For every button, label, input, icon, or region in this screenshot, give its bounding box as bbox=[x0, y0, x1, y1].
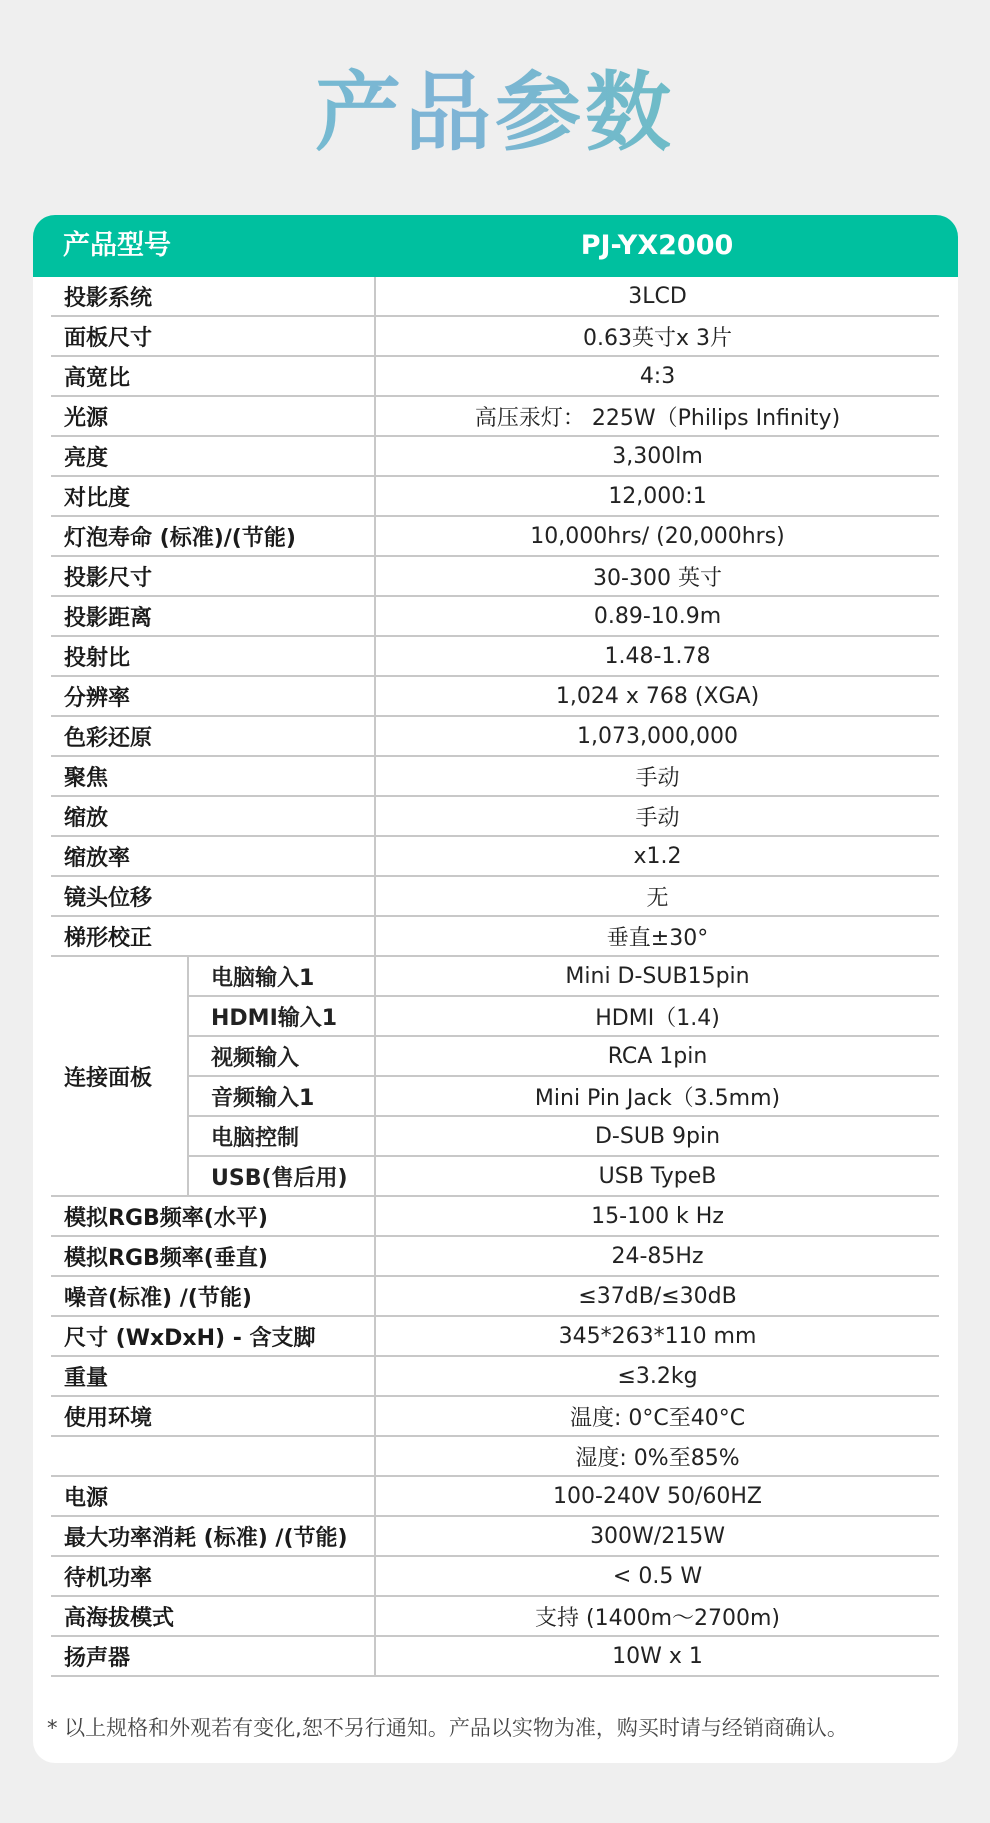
spec-label: 缩放 bbox=[51, 796, 375, 836]
table-row bbox=[51, 1236, 939, 1276]
connection-item-value: RCA 1pin bbox=[375, 1036, 939, 1076]
spec-table bbox=[51, 277, 939, 1677]
table-row bbox=[51, 596, 939, 636]
table-row bbox=[51, 1636, 939, 1676]
table-row bbox=[51, 1276, 939, 1316]
spec-label: 尺寸 (WxDxH) - 含支脚 bbox=[51, 1316, 375, 1356]
spec-value: 345*263*110 mm bbox=[375, 1316, 939, 1356]
table-row bbox=[51, 1516, 939, 1556]
spec-value: ≤37dB/≤30dB bbox=[375, 1276, 939, 1316]
spec-value: 手动 bbox=[375, 756, 939, 796]
spec-value: 300W/215W bbox=[375, 1516, 939, 1556]
footnote: * 以上规格和外观若有变化,恕不另行通知。产品以实物为准，购买时请与经销商确认。 bbox=[47, 1716, 848, 1740]
connection-group-label: 连接面板 bbox=[51, 956, 188, 1196]
spec-value: 24-85Hz bbox=[375, 1236, 939, 1276]
spec-label: 高宽比 bbox=[51, 356, 375, 396]
connection-item-label: HDMI输入1 bbox=[188, 996, 375, 1036]
spec-value: 手动 bbox=[375, 796, 939, 836]
spec-label: 梯形校正 bbox=[51, 916, 375, 956]
table-row bbox=[51, 1436, 939, 1476]
table-row bbox=[51, 1196, 939, 1236]
spec-value: x1.2 bbox=[375, 836, 939, 876]
table-row bbox=[51, 277, 939, 316]
spec-value: 3LCD bbox=[375, 277, 939, 316]
spec-value: 1,073,000,000 bbox=[375, 716, 939, 756]
spec-label: 噪音(标准) /(节能) bbox=[51, 1276, 375, 1316]
spec-value: < 0.5 W bbox=[375, 1556, 939, 1596]
table-row bbox=[51, 1476, 939, 1516]
spec-label: 最大功率消耗 (标准) /(节能) bbox=[51, 1516, 375, 1556]
model-header bbox=[33, 215, 958, 277]
spec-card bbox=[33, 215, 958, 1763]
connection-item-value: D-SUB 9pin bbox=[375, 1116, 939, 1156]
spec-label: 模拟RGB频率(水平) bbox=[51, 1196, 375, 1236]
table-row bbox=[51, 796, 939, 836]
connection-item-label: 电脑输入1 bbox=[188, 956, 375, 996]
spec-value: 无 bbox=[375, 876, 939, 916]
connection-item-label: USB(售后用) bbox=[188, 1156, 375, 1196]
connection-item-value: Mini D-SUB15pin bbox=[375, 956, 939, 996]
spec-label bbox=[51, 1436, 375, 1476]
connection-item-label: 电脑控制 bbox=[188, 1116, 375, 1156]
table-row bbox=[51, 1356, 939, 1396]
spec-label: 使用环境 bbox=[51, 1396, 375, 1436]
table-row bbox=[51, 636, 939, 676]
table-row bbox=[51, 436, 939, 476]
spec-label: 缩放率 bbox=[51, 836, 375, 876]
spec-value: 湿度: 0%至85% bbox=[375, 1436, 939, 1476]
table-row bbox=[51, 1596, 939, 1636]
spec-value: 30-300 英寸 bbox=[375, 556, 939, 596]
spec-label: 扬声器 bbox=[51, 1636, 375, 1676]
spec-value: 支持 (1400m～2700m) bbox=[375, 1596, 939, 1636]
spec-value: 1.48-1.78 bbox=[375, 636, 939, 676]
table-row bbox=[51, 716, 939, 756]
table-row bbox=[51, 916, 939, 956]
spec-label: 高海拔模式 bbox=[51, 1596, 375, 1636]
spec-label: 分辨率 bbox=[51, 676, 375, 716]
spec-label: 面板尺寸 bbox=[51, 316, 375, 356]
spec-value: 温度: 0°C至40°C bbox=[375, 1396, 939, 1436]
spec-value: 12,000:1 bbox=[375, 476, 939, 516]
spec-value: 3,300lm bbox=[375, 436, 939, 476]
spec-label: 投影距离 bbox=[51, 596, 375, 636]
spec-label: 投影系统 bbox=[51, 277, 375, 316]
spec-label: 光源 bbox=[51, 396, 375, 436]
spec-value: ≤3.2kg bbox=[375, 1356, 939, 1396]
spec-label: 对比度 bbox=[51, 476, 375, 516]
connection-item-value: USB TypeB bbox=[375, 1156, 939, 1196]
connection-item-label: 视频输入 bbox=[188, 1036, 375, 1076]
table-row bbox=[51, 836, 939, 876]
model-value: PJ-YX2000 bbox=[580, 230, 734, 261]
connection-item-label: 音频输入1 bbox=[188, 1076, 375, 1116]
table-row bbox=[51, 556, 939, 596]
spec-value: 0.89-10.9m bbox=[375, 596, 939, 636]
table-row bbox=[51, 396, 939, 436]
spec-value: 10,000hrs/ (20,000hrs) bbox=[375, 516, 939, 556]
page-title: 产品参数 bbox=[0, 58, 990, 168]
spec-label: 色彩还原 bbox=[51, 716, 375, 756]
spec-value: 15-100 k Hz bbox=[375, 1196, 939, 1236]
spec-label: 亮度 bbox=[51, 436, 375, 476]
spec-value: 高压汞灯： 225W（Philips Infinity) bbox=[375, 396, 939, 436]
connection-item-value: HDMI（1.4) bbox=[375, 996, 939, 1036]
table-row bbox=[51, 316, 939, 356]
spec-value: 1,024 x 768 (XGA) bbox=[375, 676, 939, 716]
table-row bbox=[51, 1396, 939, 1436]
model-label: 产品型号 bbox=[63, 230, 171, 261]
spec-label: 镜头位移 bbox=[51, 876, 375, 916]
spec-value: 100-240V 50/60HZ bbox=[375, 1476, 939, 1516]
table-row bbox=[51, 476, 939, 516]
table-row bbox=[51, 516, 939, 556]
spec-label: 投射比 bbox=[51, 636, 375, 676]
spec-label: 投影尺寸 bbox=[51, 556, 375, 596]
table-row bbox=[51, 756, 939, 796]
spec-value: 4:3 bbox=[375, 356, 939, 396]
table-row bbox=[51, 1316, 939, 1356]
connection-item-value: Mini Pin Jack（3.5mm) bbox=[375, 1076, 939, 1116]
table-row bbox=[51, 1556, 939, 1596]
spec-label: 聚焦 bbox=[51, 756, 375, 796]
spec-value: 垂直±30° bbox=[375, 916, 939, 956]
table-row bbox=[51, 676, 939, 716]
spec-label: 重量 bbox=[51, 1356, 375, 1396]
spec-label: 模拟RGB频率(垂直) bbox=[51, 1236, 375, 1276]
spec-label: 灯泡寿命 (标准)/(节能) bbox=[51, 516, 375, 556]
table-row bbox=[51, 956, 939, 996]
spec-value: 10W x 1 bbox=[375, 1636, 939, 1676]
spec-label: 电源 bbox=[51, 1476, 375, 1516]
spec-value: 0.63英寸x 3片 bbox=[375, 316, 939, 356]
spec-label: 待机功率 bbox=[51, 1556, 375, 1596]
table-row bbox=[51, 356, 939, 396]
table-row bbox=[51, 876, 939, 916]
